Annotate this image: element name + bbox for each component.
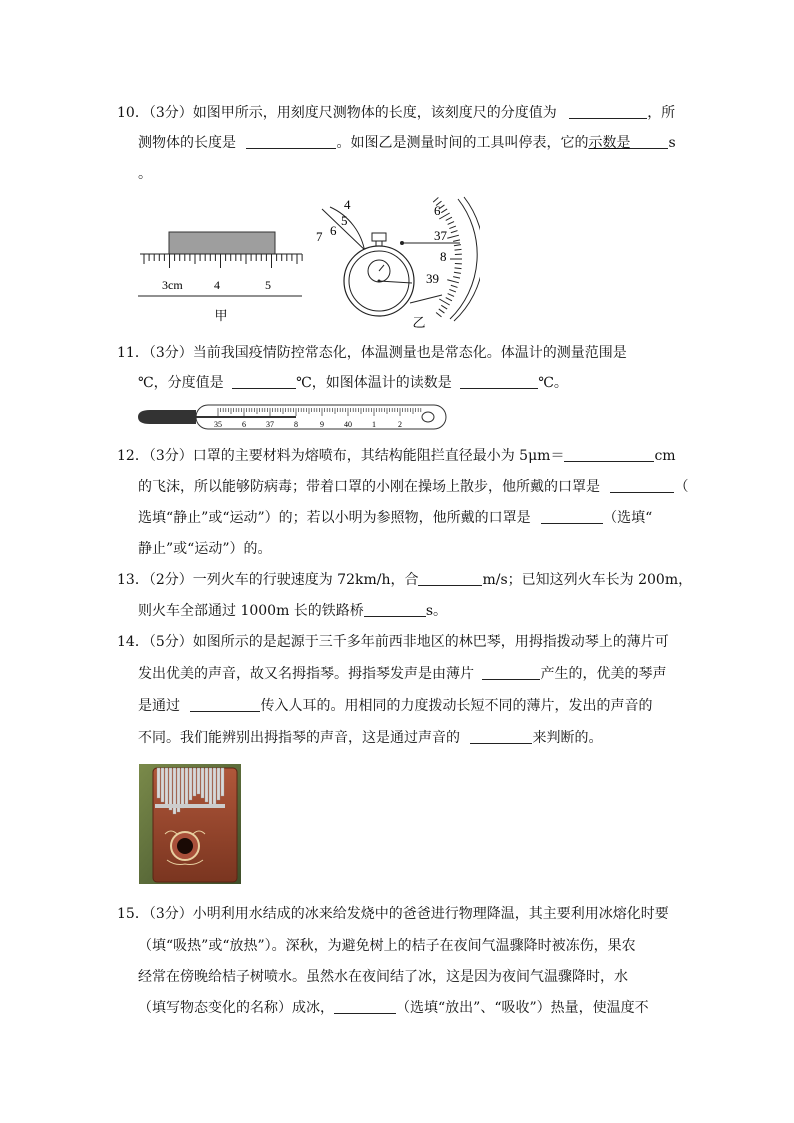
q15-blank-heat[interactable] — [334, 999, 396, 1014]
measured-object — [169, 232, 275, 254]
q13-line2: 则火车全部通过 1000m 长的铁路桥 s。 — [138, 603, 447, 619]
scale-tick — [436, 312, 441, 316]
dial-label-6: 6 — [330, 223, 337, 238]
thermometer-label: 1 — [372, 420, 376, 429]
scale-tick — [433, 197, 438, 202]
kalimba-tine — [181, 768, 184, 808]
kalimba-tine — [205, 768, 208, 802]
q12-blank-state1[interactable] — [610, 478, 674, 493]
q10-blank-time[interactable] — [630, 134, 668, 149]
scale-tick — [453, 277, 460, 278]
q11-line1: 11．（3分）当前我国疫情防控常态化，体温测量也是常态化。体温计的测量范围是 — [117, 345, 627, 361]
ruler-label-5: 5 — [265, 278, 271, 292]
q11-line2: ℃，分度值是 ℃，如图体温计的读数是 ℃。 — [138, 375, 568, 391]
q14-line1: 14．（5分）如图所示的是起源于三千多年前西非地区的林巴琴，用拇指拨动琴上的薄片可 — [117, 634, 669, 650]
scale-tick — [453, 240, 460, 241]
stopwatch-figure — [310, 195, 480, 335]
thermometer-label: 37 — [266, 420, 274, 429]
scale-tick — [446, 298, 452, 301]
kalimba-bridge — [155, 804, 225, 808]
scale-label-37: 37 — [434, 228, 447, 243]
scale-tick — [454, 245, 461, 246]
q11-blank-reading[interactable] — [460, 374, 538, 389]
q15-line4: （填写物态变化的名称）成冰， （选填“放出”、“吸收”）热量，使温度不 — [138, 1000, 649, 1016]
ruler-label-3: 3cm — [162, 278, 183, 292]
q12-blank-cm[interactable] — [564, 447, 654, 462]
ruler-ticks — [144, 254, 302, 268]
leader-line — [410, 295, 442, 303]
thermometer-label: 40 — [344, 420, 352, 429]
kalimba-tine — [169, 768, 172, 810]
thermometer-label: 9 — [320, 420, 324, 429]
q10-line3: 。 — [138, 166, 152, 182]
q10-line2: 测物体的长度是 。如图乙是测量时间的工具叫停表，它的示数是 s — [138, 135, 676, 151]
q15-line3: 经常在傍晚给桔子树喷水。虽然水在夜间结了冰，这是因为夜间气温骤降时，水 — [138, 969, 628, 985]
scale-tick — [439, 299, 449, 305]
scale-tick — [439, 309, 445, 313]
thermometer-label: 6 — [242, 420, 246, 429]
q13-line1: 13．（2分）一列火车的行驶速度为 72km/h，合 m/s；已知这列火车长为 200m， — [117, 572, 693, 588]
thermometer-bulb — [138, 410, 196, 424]
q14-line3: 是通过 传入人耳的。用相同的力度拨动长短不同的薄片，发出的声音的 — [138, 698, 653, 714]
dial-label-4: 4 — [344, 197, 351, 212]
dial-label-7: 7 — [316, 229, 323, 244]
q12-line2: 的飞沫，所以能够防病毒；带着口罩的小刚在操场上散步，他所戴的口罩是 （ — [138, 479, 689, 495]
q12-blank-state2[interactable] — [541, 509, 603, 524]
crown-button — [372, 233, 386, 241]
q11-blank-division[interactable] — [232, 374, 296, 389]
kalimba-tine — [193, 768, 196, 796]
scale-tick — [451, 285, 458, 287]
q10-blank-division[interactable] — [569, 104, 647, 119]
q12-line1: 12．（3分）口罩的主要材料为熔喷布，其结构能阻拦直径最小为 5μm＝ cm — [117, 448, 676, 464]
scale-tick — [449, 289, 456, 292]
scale-tick — [448, 222, 454, 225]
q10-line1: 10．（3分）如图甲所示，用刻度尺测物体的长度，该刻度尺的分度值为 ，所 — [117, 105, 676, 121]
kalimba-sound-hole — [177, 838, 193, 854]
kalimba-tine — [165, 768, 168, 806]
scale-tick — [446, 217, 452, 220]
q14-blank-source[interactable] — [482, 665, 540, 680]
scale-tick — [439, 213, 449, 219]
q10-blank-length[interactable] — [246, 134, 336, 149]
scale-tick — [441, 305, 447, 309]
kalimba-tine — [197, 768, 200, 794]
scale-tick — [455, 249, 462, 250]
q15-line1: 15．（3分）小明利用水结成的冰来给发烧中的爸爸进行物理降温，其主要利用冰熔化时要 — [117, 906, 669, 922]
scale-tick — [455, 268, 462, 269]
dial-label-5: 5 — [341, 213, 348, 228]
q14-blank-timbre[interactable] — [470, 729, 532, 744]
watch-pivot — [378, 280, 381, 283]
scale-tick — [451, 231, 458, 233]
figure-caption-jia: 甲 — [214, 308, 228, 323]
kalimba-tine — [221, 768, 224, 796]
scale-tick — [454, 272, 461, 273]
q14-line4: 不同。我们能辨别出拇指琴的声音，这是通过声音的 来判断的。 — [138, 730, 603, 746]
ruler-figure — [138, 224, 304, 324]
kalimba-tine — [185, 768, 188, 804]
thermometer-label: 2 — [398, 420, 402, 429]
thermometer-end-cap — [422, 412, 434, 422]
thermometer-label: 35 — [214, 420, 222, 429]
kalimba-tine — [217, 768, 220, 800]
kalimba-photo — [139, 764, 241, 884]
q15-line2: （填“吸热”或“放热”）。深秋，为避免树上的桔子在夜间气温骤降时被冻伤，果农 — [138, 938, 636, 954]
kalimba-tine — [213, 768, 216, 804]
figure-caption-yi: 乙 — [412, 315, 426, 330]
thermometer-figure — [136, 402, 448, 432]
scale-label-39: 39 — [426, 271, 439, 286]
scale-tick — [448, 294, 454, 297]
q12-line3: 选填“静止”或“运动”）的；若以小明为参照物，他所戴的口罩是 （选填“ — [138, 510, 653, 526]
q13-blank-speed[interactable] — [418, 571, 482, 586]
scale-tick — [447, 280, 459, 283]
q14-blank-medium[interactable] — [190, 697, 260, 712]
kalimba-tine — [161, 768, 164, 802]
scale-label-8: 8 — [440, 249, 447, 264]
kalimba-tine — [157, 768, 160, 798]
ruler-label-4: 4 — [214, 278, 220, 292]
kalimba-tine — [209, 768, 212, 806]
scale-tick — [447, 235, 459, 238]
q12-line4: 静止”或“运动”）的。 — [138, 541, 272, 557]
scale-label-6: 6 — [434, 203, 441, 218]
kalimba-tine — [201, 768, 204, 798]
thermometer-label: 8 — [294, 420, 298, 429]
scale-tick — [449, 226, 456, 229]
scale-tick — [441, 209, 447, 213]
kalimba-tine — [189, 768, 192, 800]
q13-blank-time[interactable] — [364, 602, 426, 617]
q14-line2: 发出优美的声音，故又名拇指琴。拇指琴发声是由薄片 产生的，优美的琴声 — [138, 666, 667, 682]
